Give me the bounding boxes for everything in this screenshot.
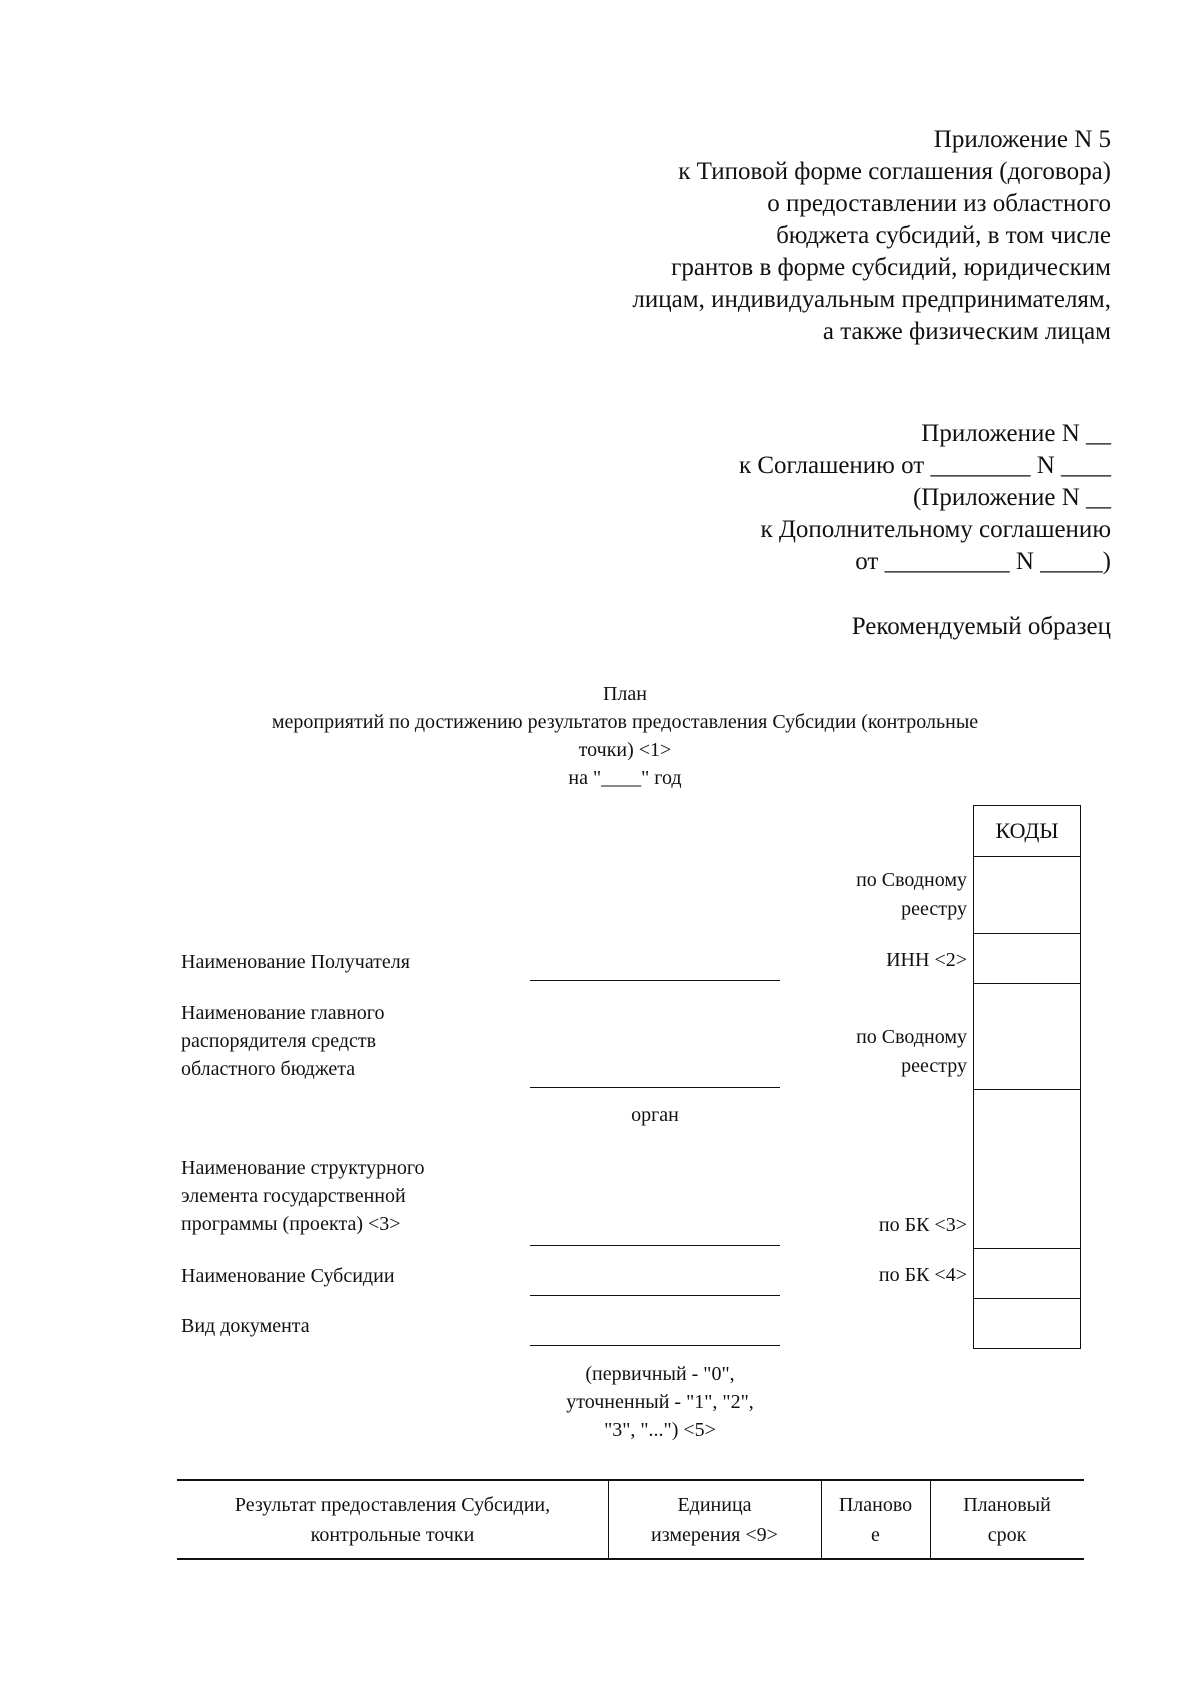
title-line-2: мероприятий по достижению результатов предоставления Субсидии (контрольные [271,711,979,733]
code-label-svodny-1: по Сводному реестру [856,869,967,920]
structural-element-label: Наименование структурного элемента государственной программы (проекта) <3> [181,1157,425,1235]
agreement-line: к Соглашению от ________ N ____ [738,452,1111,479]
title-line-3: точки) <1> [578,739,672,761]
title-line-1: План [602,683,647,705]
code-cell-svodny-2[interactable] [973,983,1081,1090]
recipient-field[interactable] [530,980,780,981]
agreement-line: Приложение N __ [921,420,1111,447]
title-line-4: на "____" год [568,767,682,789]
column-header-planned: Планово е [838,1494,913,1546]
codes-header: КОДЫ [995,818,1059,843]
subsidy-field[interactable] [530,1295,780,1296]
code-cell-bk-3[interactable] [973,1089,1081,1249]
code-label-inn: ИНН <2> [886,949,967,971]
code-cell-inn[interactable] [973,933,1081,984]
code-cell-bk-4[interactable] [973,1248,1081,1299]
appendix-line: лицам, индивидуальным предпринимателям, [632,286,1111,313]
appendix-line: бюджета субсидий, в том числе [776,222,1111,249]
appendix-line: о предоставлении из областного [767,190,1111,217]
column-header-unit: Единица измерения <9> [651,1494,778,1546]
code-label-bk-4: по БК <4> [878,1264,967,1286]
doc-type-field[interactable] [530,1345,780,1346]
main-manager-label: Наименование главного распорядителя средств областного бюджета [181,1002,385,1080]
structural-element-field[interactable] [530,1245,780,1246]
appendix-line: грантов в форме субсидий, юридическим [671,254,1111,281]
subsidy-label: Наименование Субсидии [181,1265,395,1287]
column-header-planned-date: Плановый срок [963,1494,1051,1546]
code-cell-svodny-1[interactable] [973,856,1081,934]
column-header-result: Результат предоставления Субсидии, контрольные точки [234,1494,551,1546]
organ-caption: орган [631,1104,679,1126]
codes-header-cell [973,805,1081,857]
recommended-sample: Рекомендуемый образец [851,613,1111,640]
doc-type-label: Вид документа [181,1315,310,1337]
agreement-line: (Приложение N __ [912,484,1111,511]
appendix-line: а также физическим лицам [822,318,1111,345]
doc-type-note: (первичный - "0", уточненный - "1", "2", "3", "...") <5> [566,1363,754,1441]
code-label-bk-3: по БК <3> [878,1214,967,1236]
main-manager-field[interactable] [530,1087,780,1088]
agreement-line: к Дополнительному соглашению [760,516,1111,543]
code-cell-doc-type[interactable] [973,1298,1081,1349]
agreement-line: от __________ N _____) [855,548,1111,575]
table-top-border [177,1479,1084,1481]
appendix-line: к Типовой форме соглашения (договора) [678,158,1111,185]
appendix-line: Приложение N 5 [933,126,1111,153]
code-label-svodny-2: по Сводному реестру [856,1026,967,1077]
recipient-label: Наименование Получателя [181,951,410,973]
table-bottom-border [177,1558,1084,1560]
